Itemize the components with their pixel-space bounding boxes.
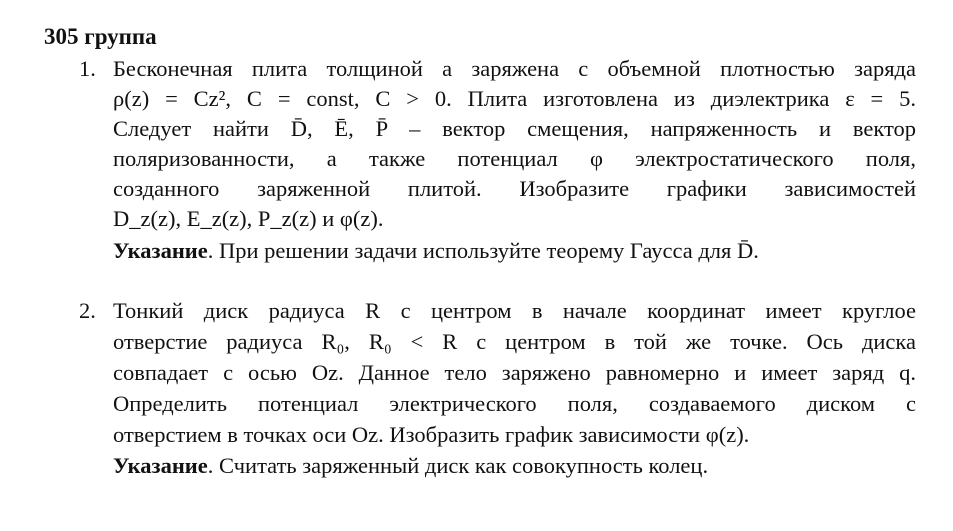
problem-1-line-2: ρ(z) = Cz², C = const, C > 0. Плита изготовлена из диэлектрика ε = 5. — [113, 86, 916, 111]
problem-1-line-3: Следует найти D̄, Ē, P̄ – вектор смещения, напряженность и вектор — [113, 116, 916, 141]
problem-2-line-5: отверстием в точках оси Oz. Изобразить график зависимости φ(z). — [113, 422, 750, 447]
problem-1-line-4: поляризованности, а также потенциал φ электростатического поля, — [113, 146, 916, 171]
problem-2-line-1: Тонкий диск радиуса R с центром в начале координат имеет круглое — [113, 298, 916, 323]
problem-1-line-6: D_z(z), E_z(z), P_z(z) и φ(z). — [113, 206, 384, 231]
problem-1-hint — [113, 236, 759, 266]
problem-2-line-4: Определить потенциал электрического поля, создаваемого диском с — [113, 391, 916, 416]
problem-1-hint-label: Указание — [113, 238, 208, 263]
problem-2-hint-label: Указание — [113, 453, 208, 478]
problem-2-line-3: совпадает с осью Oz. Данное тело заряжено равномерно и имеет заряд q. — [113, 360, 916, 385]
problem-1-line-5: созданного заряженной плитой. Изобразите графики зависимостей — [113, 176, 916, 201]
problem-2-number: 2. — [79, 298, 96, 323]
problem-2-hint — [113, 451, 708, 481]
problem-1-line-1: Бесконечная плита толщиной a заряжена с объемной плотностью заряда — [113, 56, 916, 81]
problem-1-number: 1. — [79, 56, 96, 81]
problem-2-hint-text: . Считать заряженный диск как совокупность колец. — [207, 453, 709, 478]
problem-2-line-2: отверстие радиуса R₀, R₀ < R с центром в той же точке. Ось диска — [113, 329, 916, 354]
problem-1-hint-text: . При решении задачи используйте теорему Гаусса для D̄. — [207, 238, 759, 263]
group-title: 305 группа — [44, 24, 157, 49]
